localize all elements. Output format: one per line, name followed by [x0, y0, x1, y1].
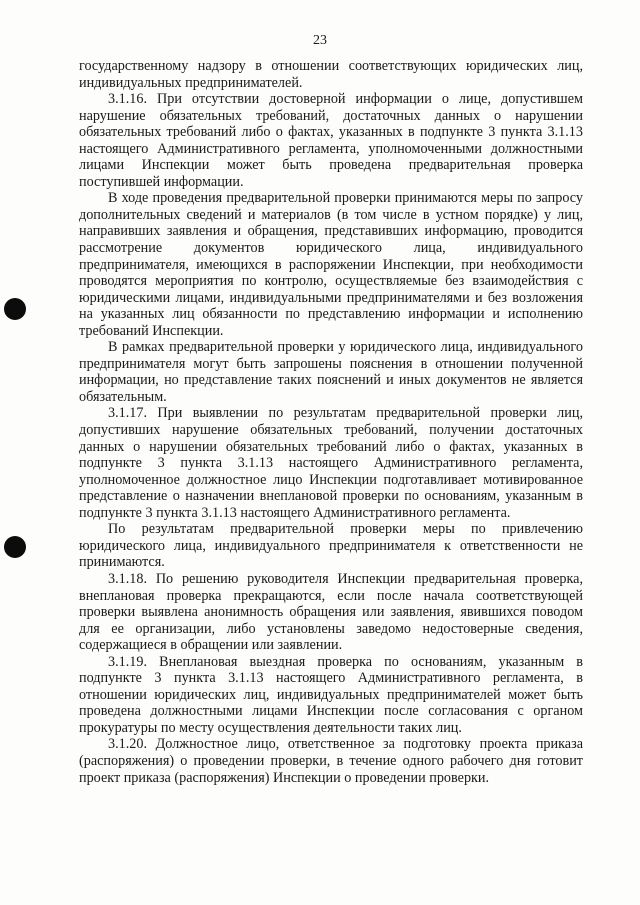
page-number: 23 — [313, 33, 327, 48]
paragraph: 3.1.20. Должностное лицо, ответственное за подготовку проекта приказа (распоряжения) о проведении проверки, в течение одного рабочего дня готовит проект приказа (распоряжения) Инспекции о проведении проверки. — [79, 736, 583, 786]
paragraph: 3.1.16. При отсутствии достоверной информации о лице, допустившем нарушение обязательных требований, достаточных данных о нарушении обязательных требований либо о фактах, указанных в подпункте 3 пункта 3.1.13 настоящего Административного регламента, уполномоченными должностными лицами Инспекции может быть проведена предварительная проверка поступившей информации. — [79, 91, 583, 190]
paragraph: В рамках предварительной проверки у юридического лица, индивидуального предпринимателя могут быть запрошены пояснения в отношении полученной информации, но представление таких пояснений и иных документов не является обязательным. — [79, 339, 583, 405]
paragraph: государственному надзору в отношении соответствующих юридических лиц, индивидуальных предпринимателей. — [79, 58, 583, 91]
paragraph: В ходе проведения предварительной проверки принимаются меры по запросу дополнительных сведений и материалов (в том числе в устном порядке) у лиц, направивших заявления и обращения, представивших информацию, проводится рассмотрение документов юридического лица, индивидуального предпринимателя, имеющихся в распоряжении Инспекции, при необходимости проводятся мероприятия по контролю, осуществляемые без взаимодействия с юридическими лицами, индивидуальными предпринимателями и без возложения на указанных лиц обязанности по представлению информации и исполнению требований Инспекции. — [79, 190, 583, 339]
paragraph: По результатам предварительной проверки меры по привлечению юридического лица, индивидуального предпринимателя к ответственности не принимаются. — [79, 521, 583, 571]
document-body — [79, 58, 583, 786]
paragraph: 3.1.17. При выявлении по результатам предварительной проверки лиц, допустивших нарушение обязательных требований, получении достаточных данных о нарушении обязательных требований либо о фактах, указанных в подпункте 3 пункта 3.1.13 настоящего Административного регламента, уполномоченное должностное лицо Инспекции подготавливает мотивированное представление о назначении внеплановой проверки по основаниям, указанным в подпункте 3 пункта 3.1.13 настоящего Административного регламента. — [79, 405, 583, 521]
paragraph: 3.1.19. Внеплановая выездная проверка по основаниям, указанным в подпункте 3 пункта 3.1.13 настоящего Административного регламента, в отношении юридических лиц, индивидуальных предпринимателей может быть проведена должностными лицами Инспекции после согласования с органом прокуратуры по месту осуществления деятельности таких лиц. — [79, 653, 583, 736]
punch-hole — [4, 298, 26, 320]
punch-hole — [4, 536, 26, 558]
paragraph: 3.1.18. По решению руководителя Инспекции предварительная проверка, внеплановая проверка прекращаются, если после начала соответствующей проверки выявлена анонимность обращения или заявления, явившихся поводом для ее организации, либо установлены заведомо недостоверные сведения, содержащиеся в обращении или заявлении. — [79, 570, 583, 654]
